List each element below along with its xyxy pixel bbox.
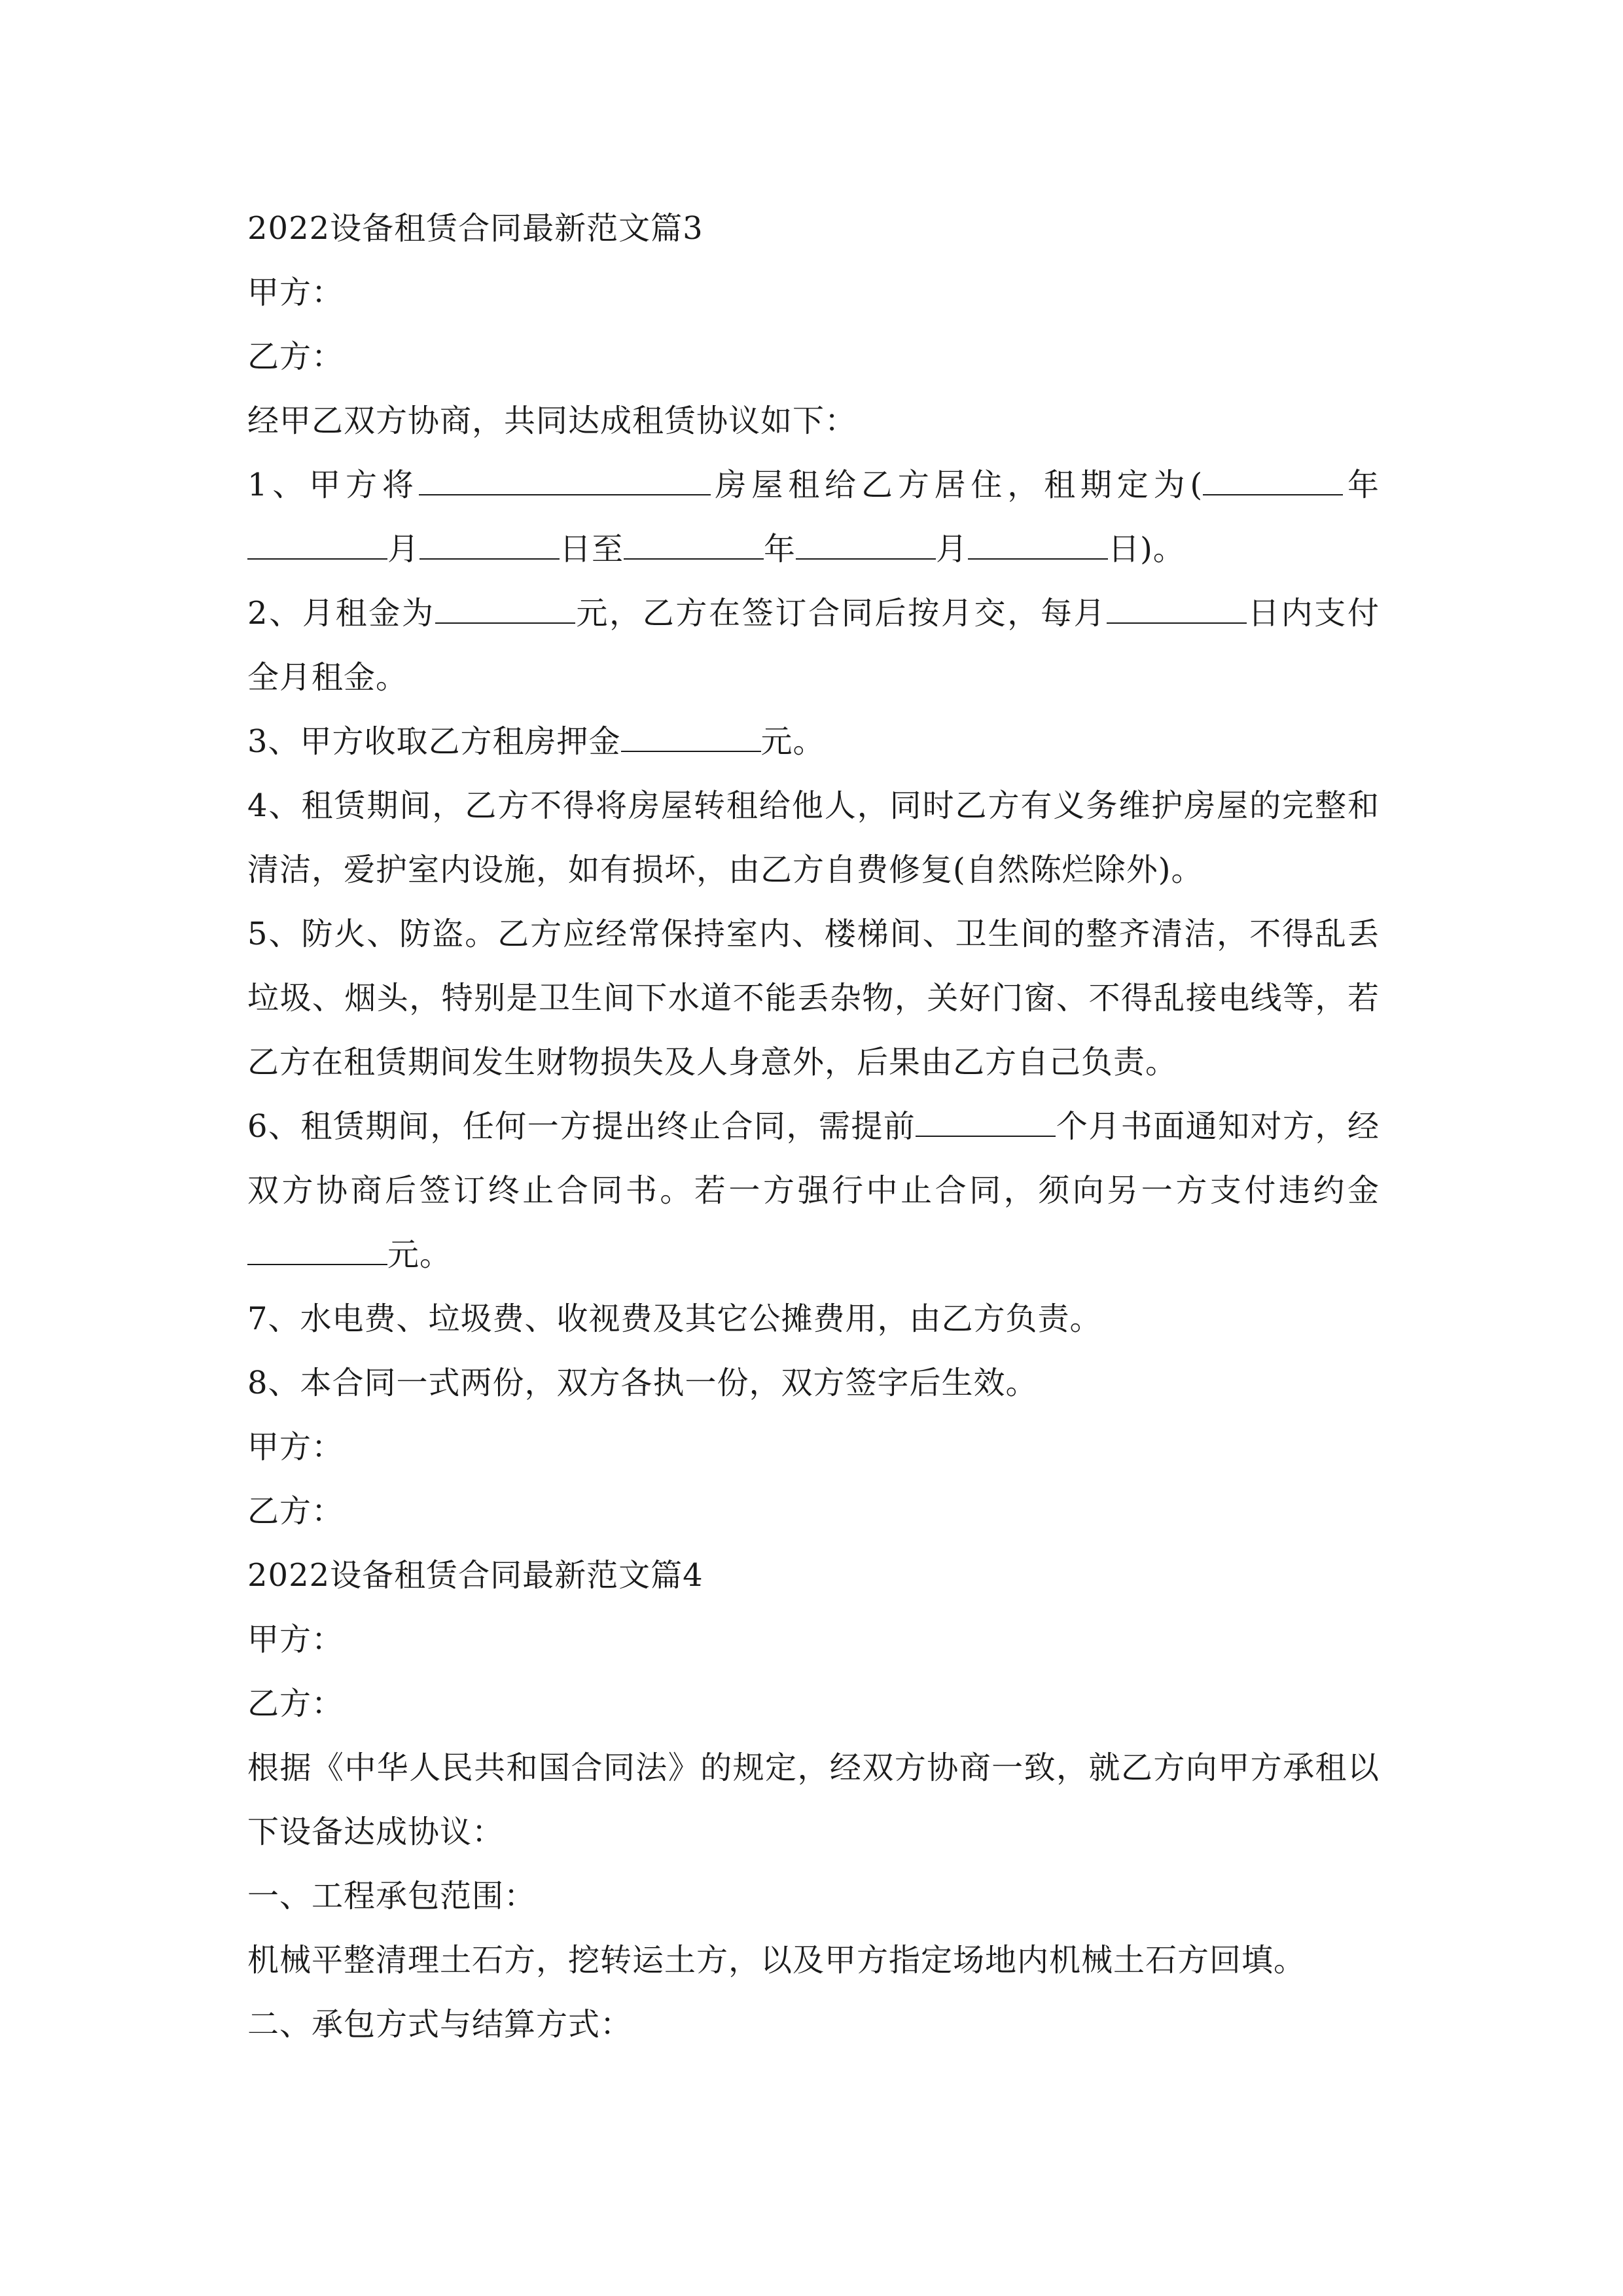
clause-1-text: 年	[1343, 467, 1380, 503]
clause-1-text: 月	[936, 531, 969, 567]
clause-3-text: 元。	[760, 723, 825, 760]
clause-2-text: 2、月租金为	[247, 595, 435, 632]
clause-8: 8、本合同一式两份，双方各执一份，双方签字后生效。	[247, 1365, 1038, 1401]
heading-scope: 一、工程承包范围：	[247, 1878, 537, 1914]
fill-blank[interactable]	[624, 519, 764, 560]
clause-1-text: 1、甲方将	[247, 467, 419, 503]
clause-6-text: 元。	[387, 1236, 452, 1273]
clause-1-line-2	[247, 517, 1380, 581]
fill-blank[interactable]	[621, 711, 761, 752]
fill-blank[interactable]	[916, 1096, 1056, 1137]
clause-1-line-1	[247, 453, 1380, 517]
document-page	[247, 196, 1380, 2056]
party-b-signature-label: 乙方：	[247, 1493, 344, 1530]
clause-6-text: 个月书面通知对方，经	[1056, 1108, 1380, 1145]
section-title-4: 2022设备租赁合同最新范文篇4	[247, 1557, 704, 1594]
clause-6-line-1	[247, 1094, 1380, 1158]
fill-blank[interactable]	[796, 519, 936, 560]
clause-6-line-3	[247, 1223, 1380, 1287]
clause-1-text: 日)。	[1108, 531, 1185, 567]
section-4-intro-line-2: 下设备达成协议：	[247, 1814, 505, 1850]
section-title-3: 2022设备租赁合同最新范文篇3	[247, 210, 704, 247]
scope-text: 机械平整清理土石方，挖转运土方，以及甲方指定场地内机械土石方回填。	[247, 1942, 1306, 1979]
clause-7: 7、水电费、垃圾费、收视费及其它公摊费用，由乙方负责。	[247, 1300, 1102, 1337]
clause-2-text: 元，乙方在签订合同后按月交，每月	[575, 595, 1107, 632]
clause-1-text: 日至	[560, 531, 624, 567]
fill-blank[interactable]	[1203, 455, 1343, 495]
clause-3	[247, 709, 1380, 774]
fill-blank[interactable]	[1107, 583, 1247, 624]
fill-blank[interactable]	[968, 519, 1108, 560]
clause-6-line-2: 双方协商后签订终止合同书。若一方强行中止合同，须向另一方支付违约金	[247, 1172, 1380, 1209]
intro-text: 经甲乙双方协商，共同达成租赁协议如下：	[247, 403, 857, 439]
heading-settlement: 二、承包方式与结算方式：	[247, 2006, 633, 2043]
clause-2-line-1	[247, 581, 1380, 645]
section-4-intro-line-1: 根据《中华人民共和国合同法》的规定，经双方协商一致，就乙方向甲方承租以	[247, 1749, 1380, 1786]
clause-1-text: 月	[387, 531, 420, 567]
clause-5-line-3: 乙方在租赁期间发生财物损失及人身意外，后果由乙方自己负责。	[247, 1044, 1178, 1081]
clause-6-text: 6、租赁期间，任何一方提出终止合同，需提前	[247, 1108, 916, 1145]
clause-4-line-1: 4、租赁期间，乙方不得将房屋转租给他人，同时乙方有义务维护房屋的完整和	[247, 787, 1380, 824]
clause-2-text: 日内支付	[1247, 595, 1380, 632]
clause-1-text: 房屋租给乙方居住，租期定为(	[710, 467, 1204, 503]
clause-5-line-1: 5、防火、防盗。乙方应经常保持室内、楼梯间、卫生间的整齐清洁，不得乱丢	[247, 916, 1380, 952]
party-b-label: 乙方：	[247, 1685, 344, 1722]
clause-4-line-2: 清洁，爱护室内设施，如有损坏，由乙方自费修复(自然陈烂除外)。	[247, 852, 1204, 888]
fill-blank[interactable]	[419, 519, 560, 560]
fill-blank[interactable]	[419, 455, 711, 495]
party-a-label: 甲方：	[247, 274, 344, 311]
party-b-label: 乙方：	[247, 338, 344, 375]
fill-blank[interactable]	[247, 519, 387, 560]
clause-1-text: 年	[764, 531, 796, 567]
clause-2-line-2: 全月租金。	[247, 659, 408, 696]
fill-blank[interactable]	[435, 583, 575, 624]
party-a-label: 甲方：	[247, 1621, 344, 1658]
clause-3-text: 3、甲方收取乙方租房押金	[247, 723, 621, 760]
fill-blank[interactable]	[247, 1225, 387, 1265]
clause-5-line-2: 垃圾、烟头，特别是卫生间下水道不能丢杂物，关好门窗、不得乱接电线等，若	[247, 980, 1380, 1016]
party-a-signature-label: 甲方：	[247, 1429, 344, 1465]
